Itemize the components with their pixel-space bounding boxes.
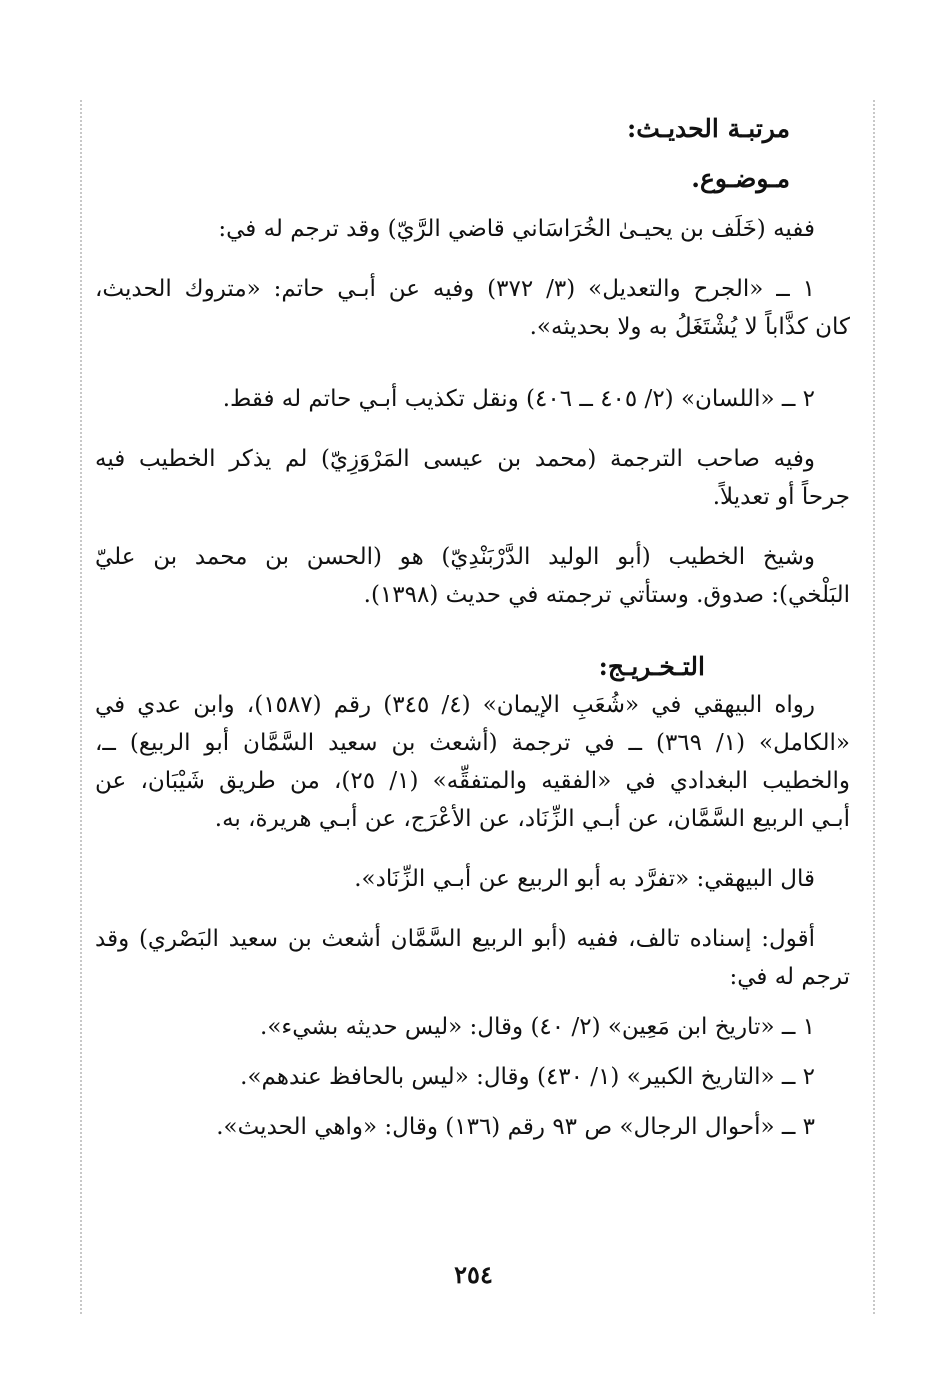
paragraph-1-line-1: وفيه صاحب الترجمة (محمد بن عيسى المَرْوَزِيّ) لم يذكر الخطيب فيه [95,446,815,472]
page-body [95,110,850,1146]
bayhaqi-quote: قال البيهقي: «تفرَّد به أبو الربيع عن أبـي الزِّنَاد». [354,866,815,892]
takhrij-line-3: والخطيب البغدادي في «الفقيه والمتفقِّه» (١/ ٢٥)، من طريق شَيْبَان، عن [95,768,850,794]
source-item-3: ٣ ــ «أحوال الرجال» ص ٩٣ رقم (١٣٦) وقال: «واهي الحديث». [216,1114,815,1140]
opinion-line-1: أقول: إسناده تالف، ففيه (أبو الربيع السَّمَّان أشعث بن سعيد البَصْري) وقد [95,926,815,952]
paragraph-2-line-1: وشيخ الخطيب (أبو الوليد الدَّرْبَنْدِيّ) هو (الحسن بن محمد بن عليّ [95,544,815,570]
paragraph-1-line-2: جرحاً أو تعديلاً. [712,484,850,510]
hadith-verdict: مـوضـوع. [691,164,790,193]
narrator-intro: ففيه (خَلَف بن يحيـىٰ الخُرَاسَاني قاضي الرَّيّ) وقد ترجم له في: [218,216,815,242]
left-margin-dots [80,100,82,1314]
reference-item-1-line-2: كان كذَّاباً لا يُشْتَغَلُ به ولا بحديثه». [529,314,850,340]
page-number: ٢٥٤ [454,1260,493,1289]
takhrij-line-1: رواه البيهقي في «شُعَبِ الإيمان» (٤/ ٣٤٥) رقم (١٥٨٧)، وابن عدي في [95,692,816,718]
source-item-1: ١ ــ «تاريخ ابن مَعِين» (٢/ ٤٠) وقال: «ليس حديثه بشيء». [260,1014,815,1040]
source-item-2: ٢ ــ «التاريخ الكبير» (١/ ٤٣٠) وقال: «ليس بالحافظ عندهم». [240,1064,815,1090]
opinion-line-2: ترجم له في: [729,964,850,990]
takhrij-line-2: «الكامل» (١/ ٣٦٩) ــ في ترجمة (أشعث بن سعيد السَّمَّان أبو الربيع) ــ، [95,730,850,756]
reference-item-1-line-1: ١ ــ «الجرح والتعديل» (٣/ ٣٧٢) وفيه عن أبـي حاتم: «متروك الحديث، [95,276,816,302]
section-heading-takhrij: التـخـريـج: [598,652,705,681]
reference-item-2: ٢ ــ «اللسان» (٢/ ٤٠٥ ــ ٤٠٦) ونقل تكذيب أبـي حاتم له فقط. [222,386,815,412]
section-heading-hadith-rank: مرتبـة الحديـث: [626,114,790,143]
takhrij-line-4: أبـي الربيع السَّمَّان، عن أبـي الزِّنَاد، عن الأعْرَج، عن أبـي هريرة، به. [214,806,850,832]
paragraph-2-line-2: البَلْخي): صدوق. وستأتي ترجمته في حديث (١٣٩٨). [363,582,850,608]
right-margin-dots [873,100,875,1314]
